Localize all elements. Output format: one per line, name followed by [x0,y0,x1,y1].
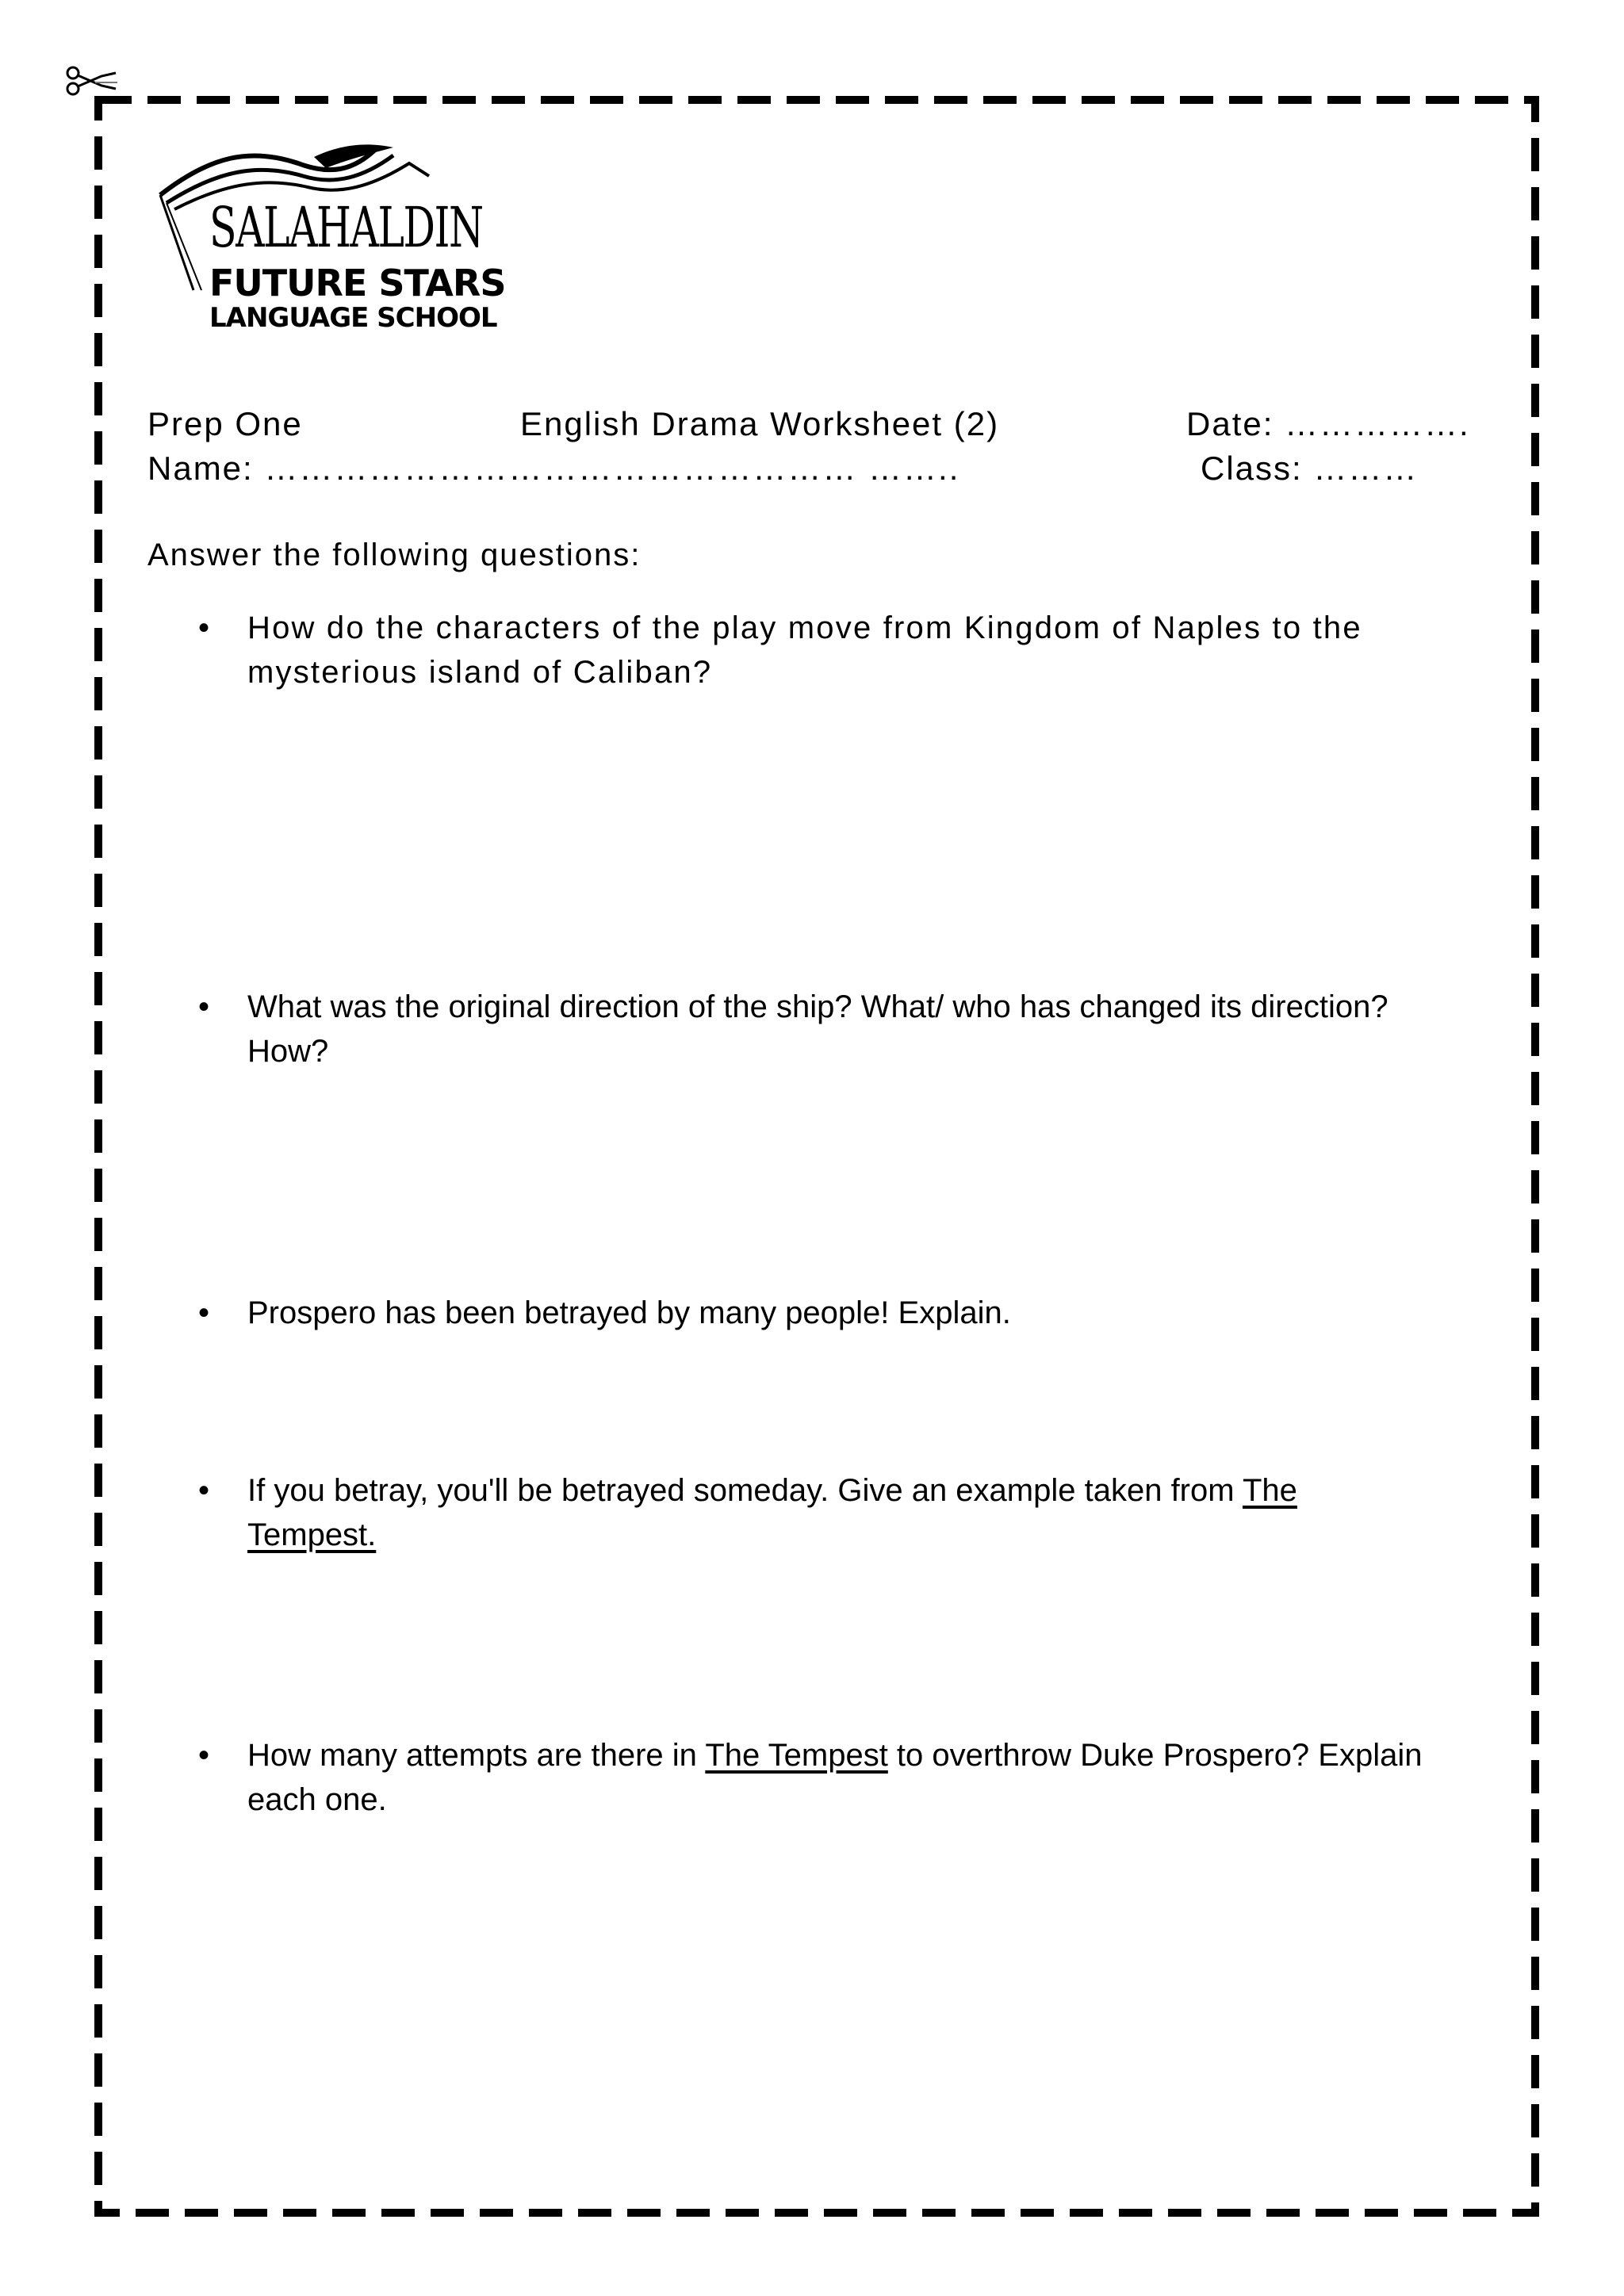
question-text-segment: How many attempts are there in [247,1738,706,1773]
question-text [247,1291,1516,1335]
name-field: Name: …………………………………………… …….. [147,450,960,487]
question-line: How? [247,1034,329,1069]
worksheet-title: English Drama Worksheet (2) [520,405,1000,442]
play-title: The [1242,1473,1297,1508]
bullet-icon: • [198,1473,210,1508]
play-title: The Tempest [705,1738,888,1773]
bullet-icon: • [198,989,210,1024]
grade-label: Prep One [147,405,303,442]
instructions: Answer the following questions: [147,538,642,572]
bullet-icon: • [198,1738,210,1773]
question-line [247,1468,1516,1513]
date-field: Date: ……………. [1186,405,1470,442]
question-line: Prospero has been betrayed by many people! Explain. [247,1295,1011,1330]
play-title: Tempest. [247,1517,377,1552]
scissors-icon [63,62,121,100]
question-text [247,606,1516,695]
question-line [247,1733,1516,1777]
bullet-icon: • [198,610,210,645]
question-text-segment: If you betray, you'll be betrayed someday. Give an example taken from [247,1473,1243,1508]
bullet-icon: • [198,1295,210,1330]
question-text [247,1733,1516,1822]
question-line: What was the original direction of the ship? What/ who has changed its direction? [247,989,1388,1024]
logo-subtitle-language-school: LANGUAGE SCHOOL [209,302,497,334]
question-text [247,1468,1516,1557]
question-text-segment: to overthrow Duke Prospero? Explain [887,1738,1423,1773]
class-field: Class: ……… [1201,450,1419,487]
question-line: each one. [247,1782,387,1817]
question-text [247,985,1516,1073]
question-line: mysterious island of Caliban? [247,655,713,690]
question-line: How do the characters of the play move from Kingdom of Naples to the [247,610,1362,645]
question-line [247,1513,1516,1557]
logo-subtitle-future-stars: FUTURE STARS [209,262,506,304]
logo-school-name: SALAHALDIN [209,195,483,260]
